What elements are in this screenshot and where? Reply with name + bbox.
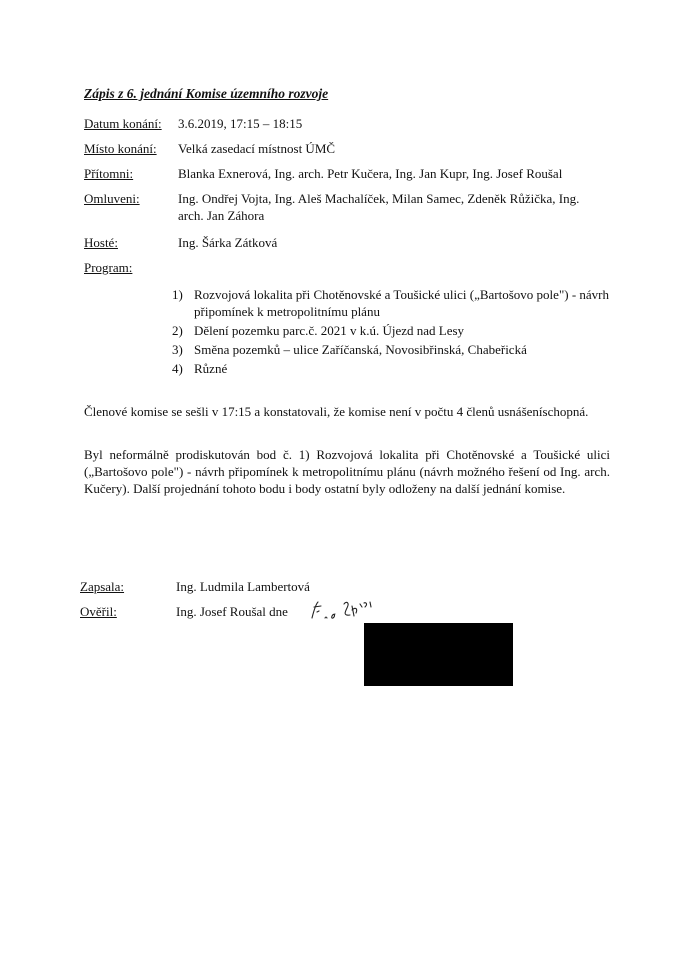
- program-item: [172, 286, 612, 320]
- field-value-excused: Ing. Ondřej Vojta, Ing. Aleš Machalíček, Milan Samec, Zdeněk Růžička, Ing. arch. Jan Záhora: [178, 191, 580, 223]
- field-value-place: Velká zasedací místnost ÚMČ: [178, 141, 336, 156]
- program-item-number: 1): [172, 287, 183, 302]
- document-title: Zápis z 6. jednání Komise územního rozvoje: [84, 86, 329, 101]
- field-label-excused: Omluveni:: [84, 191, 140, 206]
- recorded-by-label: Zapsala:: [80, 579, 125, 594]
- verified-by-name: Ing. Josef Roušal dne: [176, 604, 288, 619]
- program-item-text: Rozvojová lokalita při Chotěnovské a Toušické ulici („Bartošovo pole") - návrh připomínek k metropolitnímu plánu: [194, 287, 610, 319]
- redaction-block: [364, 623, 513, 686]
- program-item-number: 3): [172, 342, 183, 357]
- paragraph-discussion: Byl neformálně prodiskutován bod č. 1) Rozvojová lokalita při Chotěnovské a Toušické ulici („Bartošovo pole") - návrh připomínek k metropolitnímu plánu (návrh možného řešení od Ing. arch. Kučery). Další projednání tohoto bodu i body ostatní byly odloženy na další jednání komise.: [84, 447, 610, 496]
- field-label-date: Datum konání:: [84, 116, 162, 131]
- program-item: [172, 341, 612, 358]
- field-label-place: Místo konání:: [84, 141, 157, 156]
- program-item: [172, 360, 612, 377]
- program-item-number: 2): [172, 323, 183, 338]
- field-value-present: Blanka Exnerová, Ing. arch. Petr Kučera, Ing. Jan Kupr, Ing. Josef Roušal: [178, 166, 563, 181]
- field-value-guests: Ing. Šárka Zátková: [178, 235, 278, 250]
- program-item-number: 4): [172, 361, 183, 376]
- recorded-by-name: Ing. Ludmila Lambertová: [176, 579, 310, 594]
- program-item-text: Dělení pozemku parc.č. 2021 v k.ú. Újezd nad Lesy: [194, 323, 465, 338]
- field-label-guests: Hosté:: [84, 235, 118, 250]
- verified-by-label: Ověřil:: [80, 604, 117, 619]
- program-item-text: Směna pozemků – ulice Zaříčanská, Novosibřinská, Chabeřická: [194, 342, 527, 357]
- program-item: [172, 322, 612, 339]
- field-value-date: 3.6.2019, 17:15 – 18:15: [178, 116, 303, 131]
- program-item-text: Různé: [194, 361, 228, 376]
- program-list: [172, 286, 612, 379]
- field-label-program: Program:: [84, 260, 133, 275]
- paragraph-quorum: Členové komise se sešli v 17:15 a konstatovali, že komise není v počtu 4 členů usnášeníschopná.: [84, 404, 589, 419]
- field-label-present: Přítomni:: [84, 166, 134, 181]
- handwritten-date-signature: [308, 598, 388, 624]
